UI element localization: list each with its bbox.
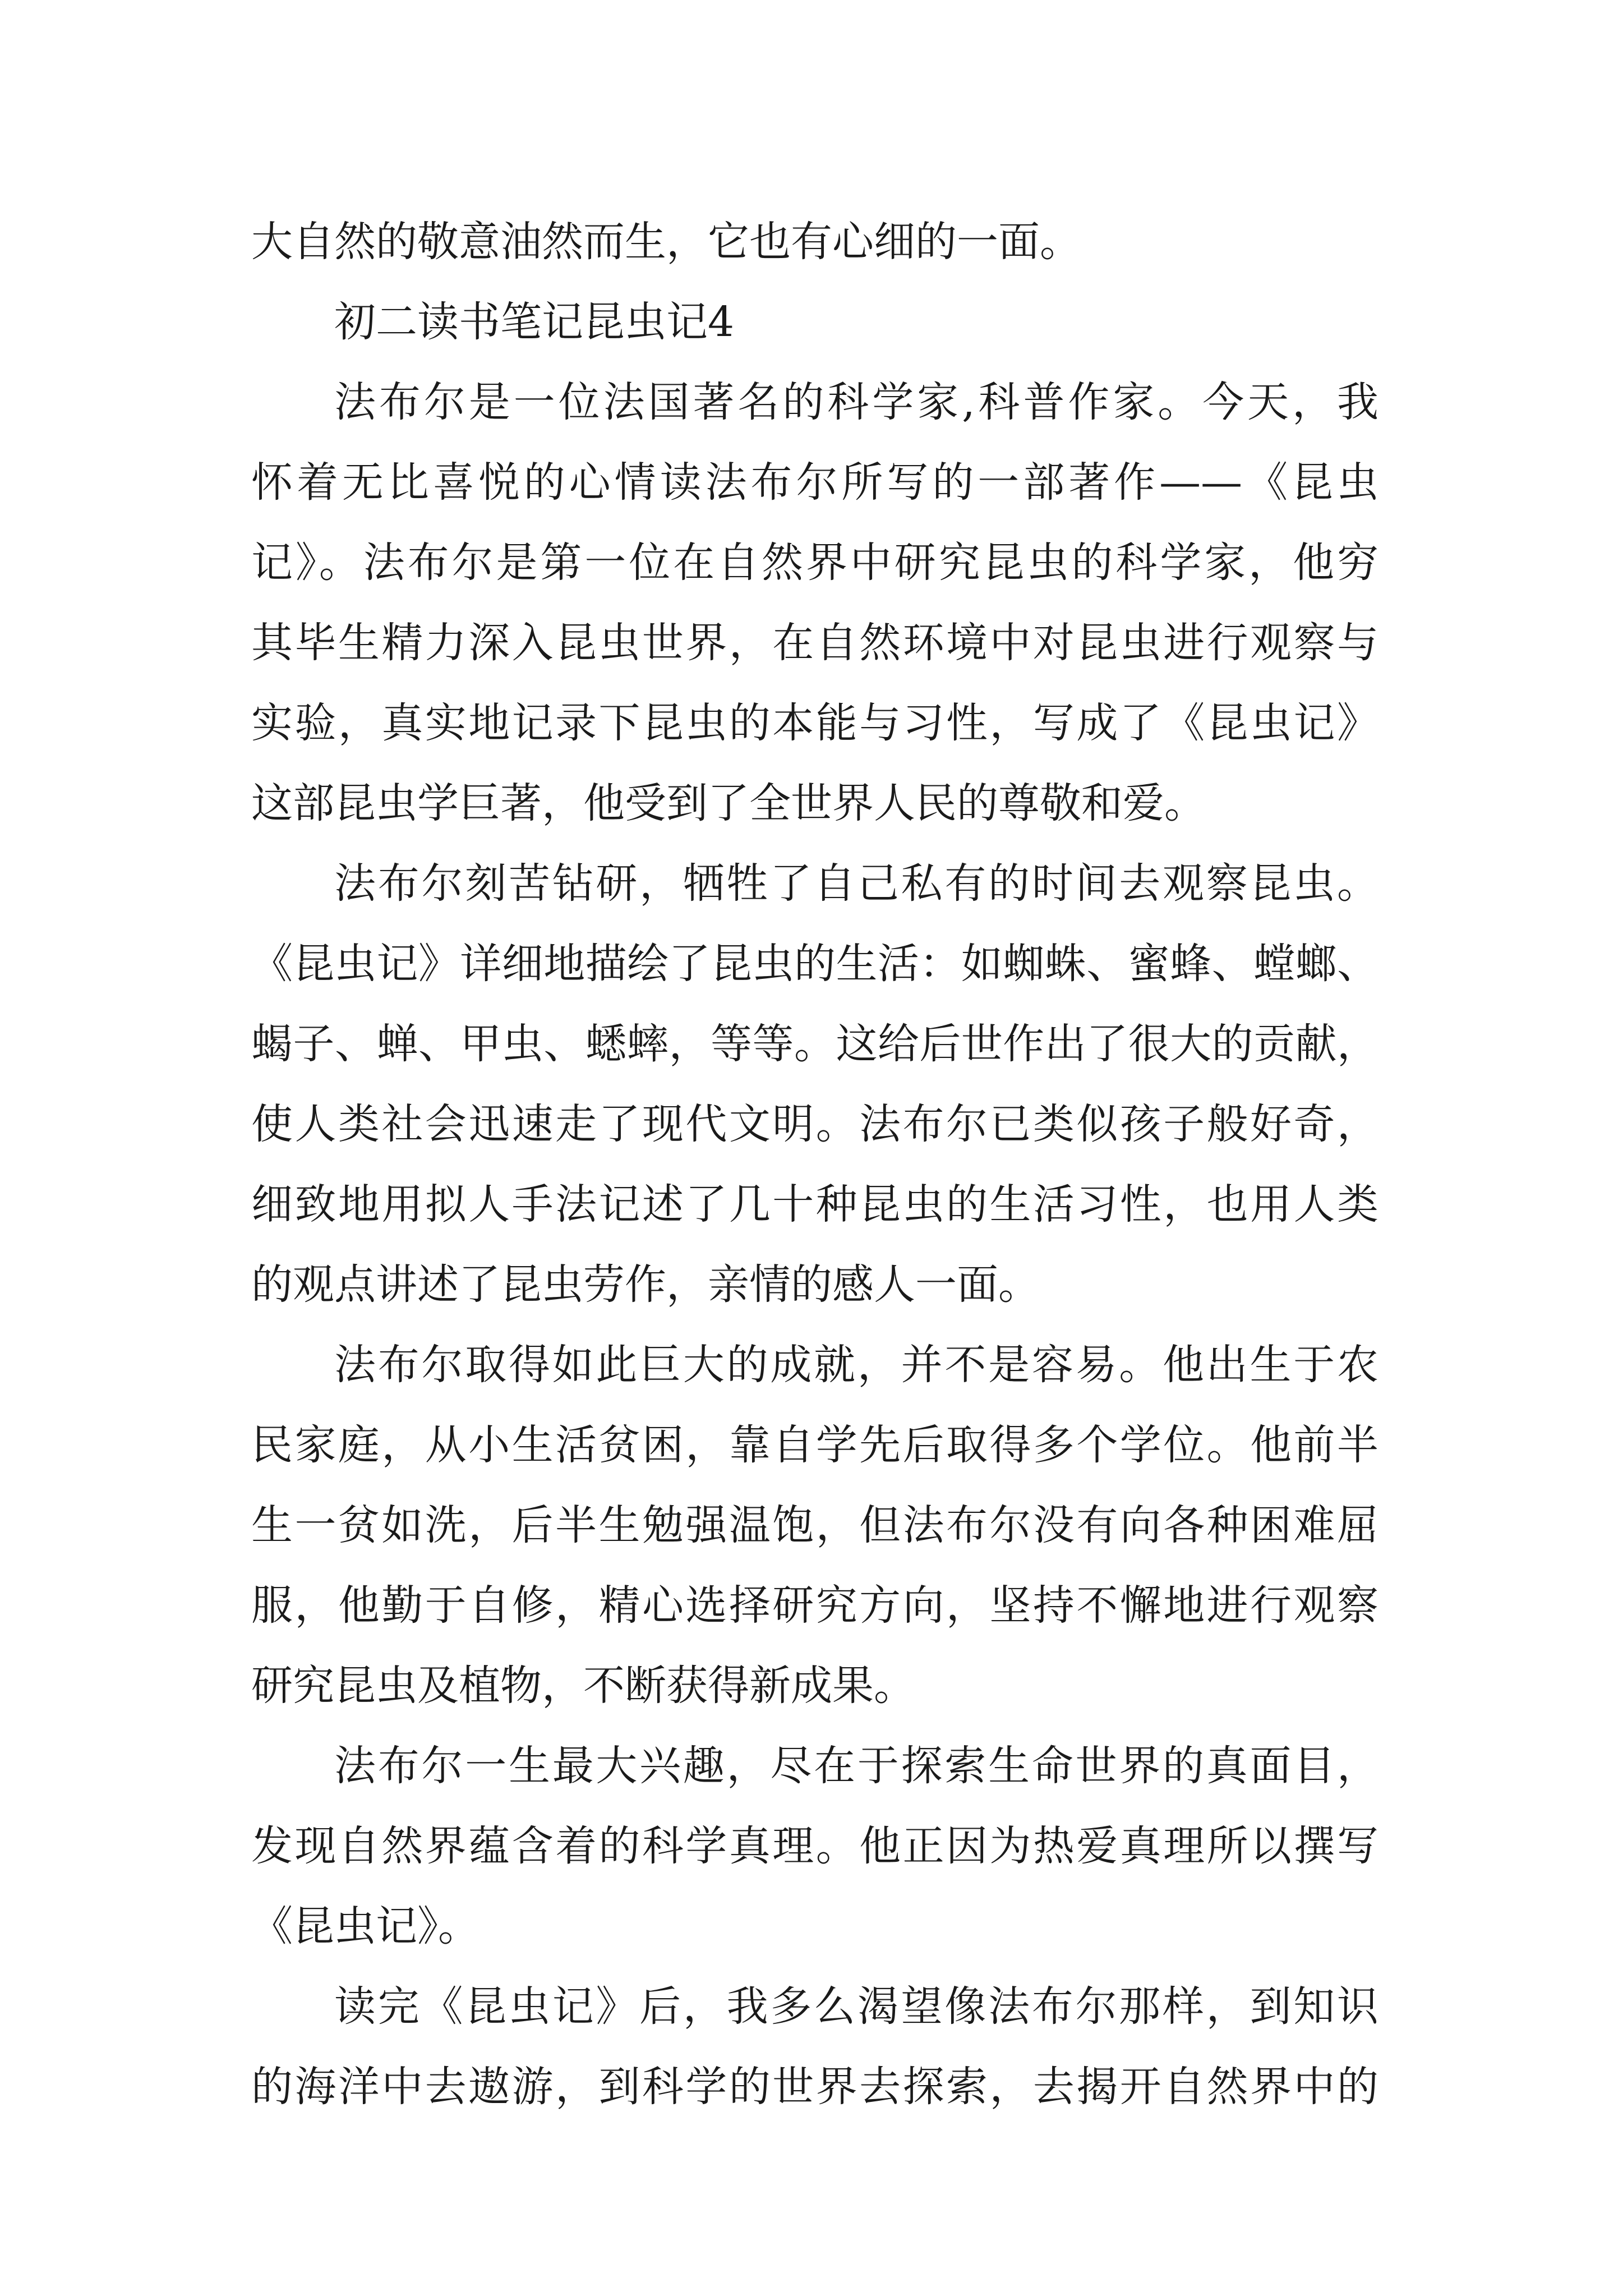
- paragraph-line: 法布尔一生最大兴趣，尽在于探索生命世界的真面目，: [334, 1742, 1378, 1790]
- document-page: [251, 202, 1378, 2127]
- paragraph-line: 的海洋中去遨游，到科学的世界去探索，去揭开自然界中的: [251, 2063, 1378, 2111]
- paragraph-line: 发现自然界蕴含着的科学真理。他正因为热爱真理所以撰写: [251, 1822, 1378, 1870]
- paragraph-line: 研究昆虫及植物，不断获得新成果。: [251, 1662, 915, 1710]
- paragraph-line: 使人类社会迅速走了现代文明。法布尔已类似孩子般好奇，: [251, 1100, 1378, 1148]
- paragraph-line: 细致地用拟人手法记述了几十种昆虫的生活习性，也用人类: [251, 1180, 1378, 1228]
- paragraph-line: 记》。法布尔是第一位在自然界中研究昆虫的科学家，他穷: [251, 539, 1378, 587]
- paragraph-line: 怀着无比喜悦的心情读法布尔所写的一部著作——《昆虫: [251, 458, 1378, 507]
- paragraph-line: 法布尔刻苦钻研，牺牲了自己私有的时间去观察昆虫。: [334, 859, 1378, 908]
- paragraph-line: 法布尔是一位法国著名的科学家,科普作家。今天，我: [334, 378, 1378, 426]
- paragraph-line: 服，他勤于自修，精心选择研究方向，坚持不懈地进行观察: [251, 1581, 1378, 1630]
- paragraph-line: 其毕生精力深入昆虫世界，在自然环境中对昆虫进行观察与: [251, 619, 1378, 667]
- paragraph-line: 这部昆虫学巨著，他受到了全世界人民的尊敬和爱。: [251, 779, 1206, 827]
- paragraph-line: 民家庭，从小生活贫困，靠自学先后取得多个学位。他前半: [251, 1421, 1378, 1469]
- paragraph-line: 的观点讲述了昆虫劳作，亲情的感人一面。: [251, 1260, 1040, 1309]
- paragraph-line: 《昆虫记》详细地描绘了昆虫的生活：如蜘蛛、蜜蜂、螳螂、: [251, 940, 1378, 988]
- paragraph-line: 《昆虫记》。: [251, 1902, 479, 1950]
- text-line: 大自然的敬意油然而生，它也有心细的一面。: [251, 218, 1081, 266]
- paragraph-line: 法布尔取得如此巨大的成就，并不是容易。他出生于农: [334, 1341, 1378, 1389]
- paragraph-line: 实验，真实地记录下昆虫的本能与习性，写成了《昆虫记》: [251, 699, 1378, 747]
- paragraph-line: 读完《昆虫记》后，我多么渴望像法布尔那样，到知识: [334, 1982, 1378, 2031]
- paragraph-line: 生一贫如洗，后半生勉强温饱，但法布尔没有向各种困难屈: [251, 1501, 1378, 1549]
- paragraph-line: 蝎子、蝉、甲虫、蟋蟀，等等。这给后世作出了很大的贡献，: [251, 1020, 1378, 1068]
- section-heading: 初二读书笔记昆虫记4: [334, 298, 735, 346]
